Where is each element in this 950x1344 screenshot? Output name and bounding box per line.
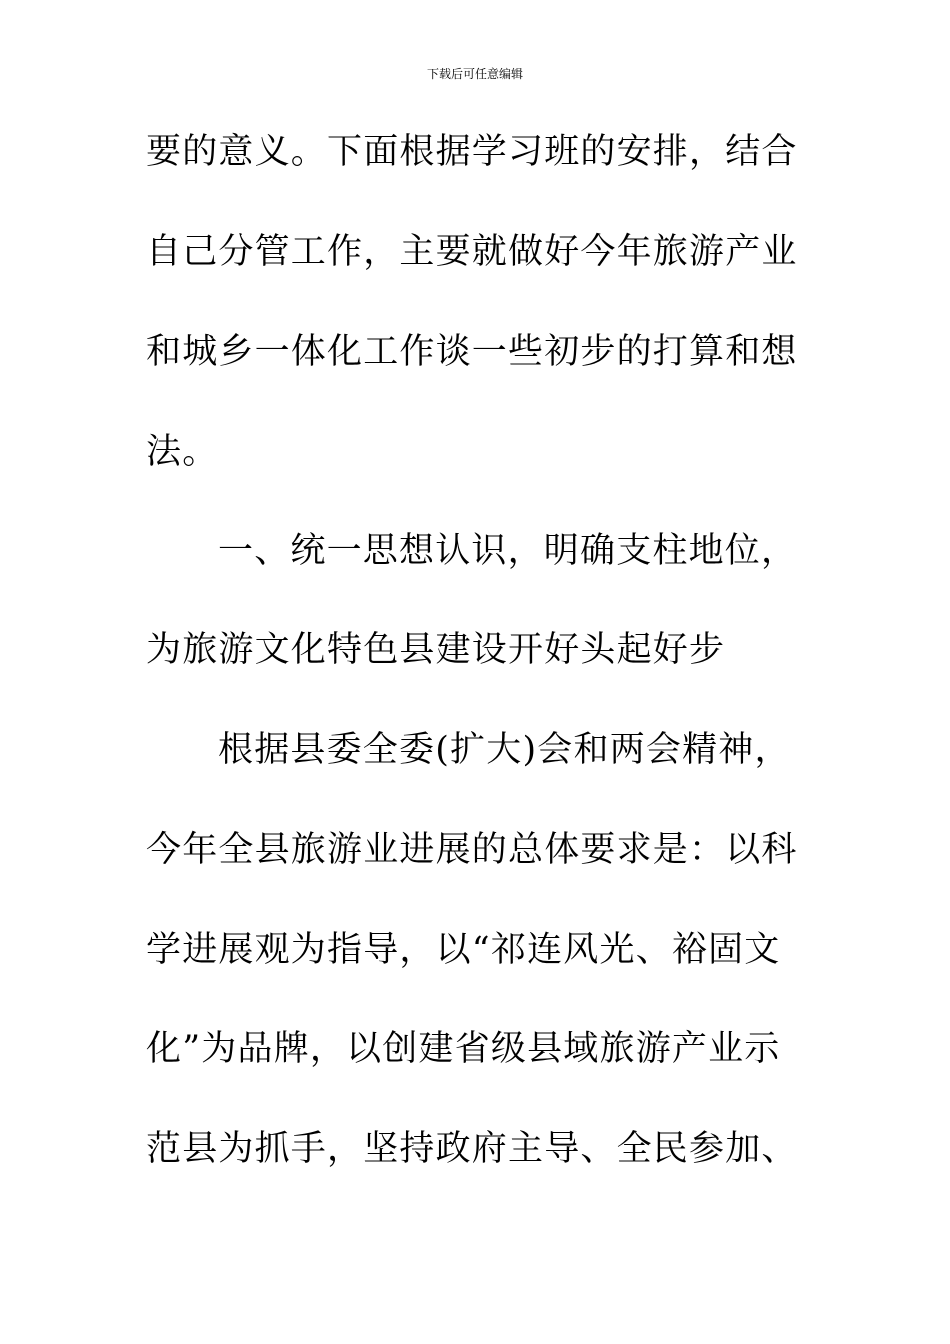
section-heading-line-2: 为旅游文化特色县建设开好头起好步 xyxy=(146,630,726,670)
section-heading-line-1: 一、统一思想认识，明确支柱地位， xyxy=(218,531,798,571)
body-line-6: 今年全县旅游业进展的总体要求是：以科 xyxy=(146,830,798,870)
body-line-5: 根据县委全委(扩大)会和两会精神， xyxy=(218,730,791,770)
body-line-1: 要的意义。下面根据学习班的安排，结合 xyxy=(146,132,798,172)
body-line-7: 学进展观为指导，以“祁连风光、裕固文 xyxy=(146,930,781,970)
body-line-2: 自己分管工作，主要就做好今年旅游产业 xyxy=(146,232,798,272)
body-line-9: 范县为抓手，坚持政府主导、全民参加、 xyxy=(146,1129,798,1169)
body-line-4: 法。 xyxy=(146,432,219,472)
body-line-3: 和城乡一体化工作谈一些初步的打算和想 xyxy=(146,332,798,372)
page-header: 下载后可任意编辑 xyxy=(426,67,523,81)
body-line-8: 化”为品牌，以创建省级县域旅游产业示 xyxy=(146,1029,781,1069)
